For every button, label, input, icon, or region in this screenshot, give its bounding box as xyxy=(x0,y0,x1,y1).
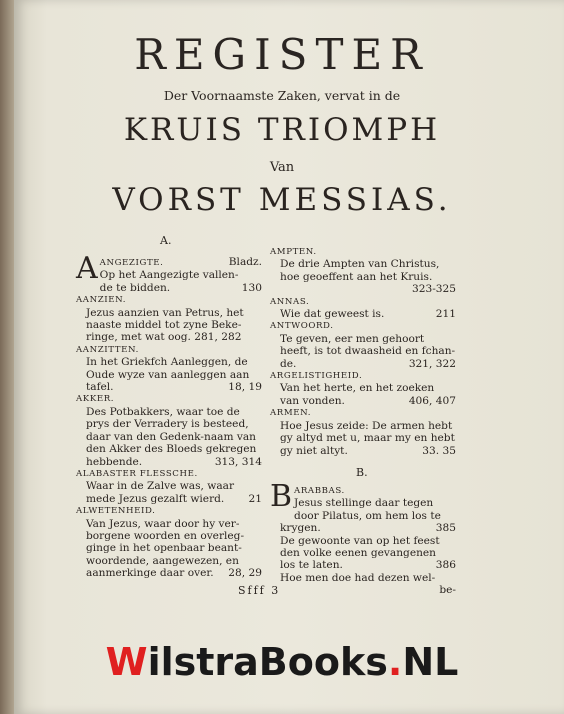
entry-heading: AANZIEN. xyxy=(76,295,127,306)
entry-heading: ALABASTER FLESSCHE. xyxy=(76,468,198,479)
author-title: VORST MESSIAS. xyxy=(112,182,452,218)
entry-text: ringe, met wat oog. 281, 282 xyxy=(86,331,242,344)
entry-text: los te laten. 386 xyxy=(280,559,456,572)
entry-heading: AANZITTEN. xyxy=(76,344,139,355)
entry-text: gy niet altyt. 33. 35 xyxy=(280,444,456,457)
page-ref: 323-325 xyxy=(411,283,456,296)
book-title-connector: Van xyxy=(269,160,295,175)
entry-heading: ALWETENHEID. xyxy=(76,506,156,517)
entry-text: den volke eenen gevangenen xyxy=(280,547,437,560)
entry-heading: ANNAS. xyxy=(270,296,310,307)
page-ref: 385 xyxy=(435,522,456,535)
entry-text: van vonden. 406, 407 xyxy=(280,394,456,407)
entry-heading: AKKER. xyxy=(76,394,115,405)
entry-text: heeft, is tot dwaasheid en fchan- xyxy=(280,345,456,358)
page-ref: be- xyxy=(439,584,456,597)
entry-heading: ARGELISTIGHEID. xyxy=(270,371,363,382)
entry-text: Van het herte, en het zoeken xyxy=(280,382,435,395)
entry-heading: ARMEN. xyxy=(270,408,312,419)
entry-text: door Pilatus, om hem los te xyxy=(294,509,441,522)
entry-text: Des Potbakkers, waar toe de xyxy=(86,405,240,418)
entry-text: naaste middel tot zyne Beke- xyxy=(86,319,242,332)
entry-text: Te geven, eer men gehoort xyxy=(280,332,425,345)
page-ref: 313, 314 xyxy=(214,455,262,468)
entry-text: de. 321, 322 xyxy=(280,357,456,370)
signature-mark: Sfff 3 xyxy=(238,584,281,597)
page-ref: 28, 29 xyxy=(228,567,262,580)
entry-text: Jesus stellinge daar tegen xyxy=(294,497,434,510)
book-title: KRUIS TRIOMPH xyxy=(123,112,441,148)
entry-text: Hoe men doe had dezen wel- xyxy=(280,571,436,584)
register-title: REGISTER xyxy=(134,30,430,79)
left-column xyxy=(76,251,262,580)
drop-cap: B xyxy=(270,479,293,514)
entry-text: hoe geoeffent aan het Kruis. xyxy=(280,270,433,283)
page-ref: Bladz. xyxy=(228,256,262,268)
page-ref: 18, 19 xyxy=(228,381,262,394)
entry-text: de te bidden. 130 xyxy=(99,281,262,294)
page-ref: 406, 407 xyxy=(408,394,456,407)
entry-heading: AMPTEN. xyxy=(270,247,317,257)
entry-heading: ANGEZIGTE. xyxy=(99,258,164,268)
page-ref: 321, 322 xyxy=(408,357,456,370)
entry-text: mede Jezus gezalft wierd. 21 xyxy=(86,492,262,505)
register-subtitle: Der Voornaamste Zaken, vervat in de xyxy=(163,88,401,103)
entry-text: Op het Aangezigte vallen- xyxy=(99,269,239,282)
entry-text: Hoe Jesus zeide: De armen hebt xyxy=(280,419,453,432)
section-b-heading: B. xyxy=(356,466,368,479)
entry-text: borgene woorden en overleg- xyxy=(86,529,245,542)
entry-text: Oude wyze van aanleggen aan xyxy=(86,368,250,381)
entry-text: Waar in de Zalve was, waar xyxy=(86,480,235,493)
watermark-logo: WilstraBooks.NL xyxy=(105,640,459,684)
page-ref: 21 xyxy=(248,492,262,505)
entry-text: prys der Verradery is besteed, xyxy=(86,418,249,431)
entry-text: In het Griekfch Aanleggen, de xyxy=(86,356,248,369)
entry-text: gy altyd met u, maar my en hebt xyxy=(280,432,455,445)
entry-text: daar van den Gedenk-naam van xyxy=(86,430,256,443)
page-ref: 211 xyxy=(435,308,456,321)
entry-text: krygen. 385 xyxy=(280,522,456,535)
entry-text: Wie dat geweest is. 211 xyxy=(280,308,456,321)
entry-text: tafel. 18, 19 xyxy=(86,381,262,394)
entry-text: De gewoonte van op het feest xyxy=(280,534,440,547)
entry-text: ginge in het openbaar beant- xyxy=(86,542,242,555)
entry-heading: ANTWOORD. xyxy=(270,321,334,332)
entry-text: den Akker des Bloeds gekregen xyxy=(86,443,257,456)
page-ref: 386 xyxy=(435,559,456,572)
entry-text: Jezus aanzien van Petrus, het xyxy=(86,306,244,319)
right-column xyxy=(270,246,456,457)
section-a-heading: A. xyxy=(160,234,172,247)
entry-heading: ARABBAS. xyxy=(294,486,345,496)
drop-cap: A xyxy=(76,251,98,286)
entry-text: aanmerkinge daar over. 28, 29 xyxy=(86,567,262,580)
right-column-b xyxy=(270,479,456,597)
page-ref: 130 xyxy=(241,281,262,294)
entry-text: De drie Ampten van Christus, xyxy=(280,258,440,271)
page-ref: 33. 35 xyxy=(422,444,456,457)
entry-text: hebbende. 313, 314 xyxy=(86,455,262,468)
entry-text: woordende, aangewezen, en xyxy=(86,554,239,567)
entry-text: Van Jezus, waar door hy ver- xyxy=(86,517,240,530)
